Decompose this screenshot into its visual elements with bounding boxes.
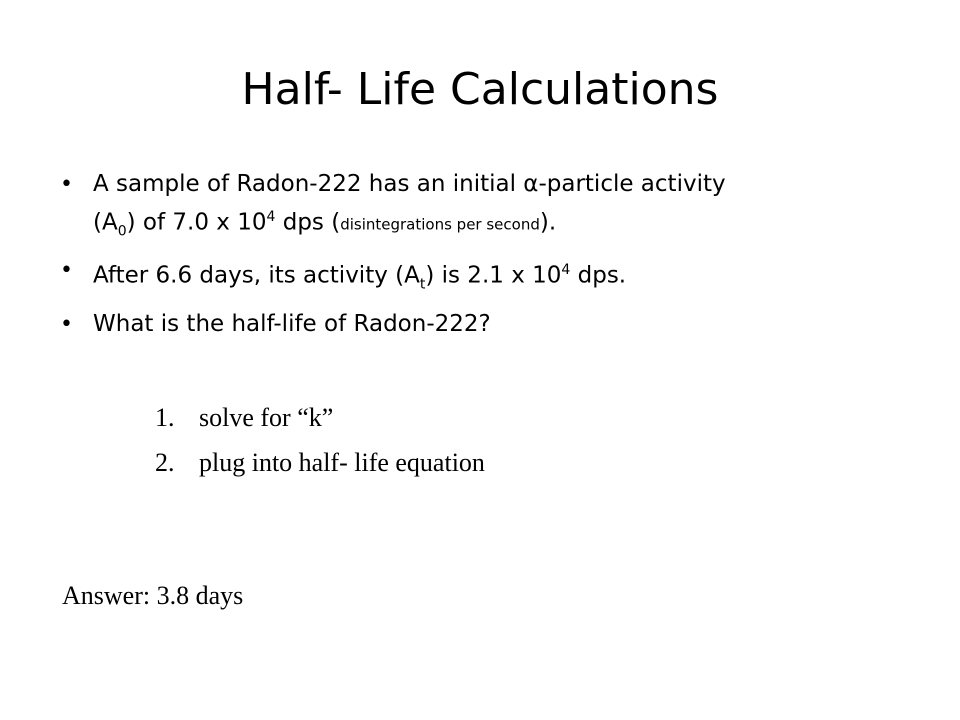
steps-list bbox=[155, 395, 485, 485]
bullet-item-sample bbox=[60, 168, 900, 248]
subscript: t bbox=[419, 276, 426, 293]
bullet-list bbox=[60, 168, 900, 347]
bullet-text: ) of 7.0 x 10 bbox=[126, 209, 267, 236]
step-item bbox=[155, 395, 485, 440]
step-item bbox=[155, 440, 485, 485]
step-number: 2. bbox=[155, 448, 175, 477]
bullet-text: What is the half-life of Radon-222? bbox=[93, 310, 491, 337]
superscript: 4 bbox=[266, 209, 276, 225]
slide-title: Half- Life Calculations bbox=[241, 64, 719, 115]
bullet-text: ). bbox=[539, 209, 557, 236]
bullet-text: ) is 2.1 x 10 bbox=[425, 262, 562, 289]
bullet-item-activity bbox=[60, 254, 900, 301]
bullet-text: dps ( bbox=[275, 209, 341, 236]
bullet-text: (A bbox=[93, 209, 118, 236]
step-text: plug into half- life equation bbox=[199, 448, 485, 477]
bullet-text: dps. bbox=[570, 262, 627, 289]
superscript: 4 bbox=[561, 262, 571, 279]
step-text: solve for “k” bbox=[199, 403, 334, 432]
step-number: 1. bbox=[155, 403, 175, 432]
bullet-note: disintegrations per second bbox=[340, 215, 540, 234]
subscript: 0 bbox=[117, 223, 127, 240]
bullet-text: A sample of Radon-222 has an initial α-particle activity bbox=[93, 171, 726, 197]
bullet-item-question bbox=[60, 308, 900, 341]
answer-text: Answer: 3.8 days bbox=[62, 581, 244, 610]
bullet-text: After 6.6 days, its activity (A bbox=[93, 262, 420, 289]
